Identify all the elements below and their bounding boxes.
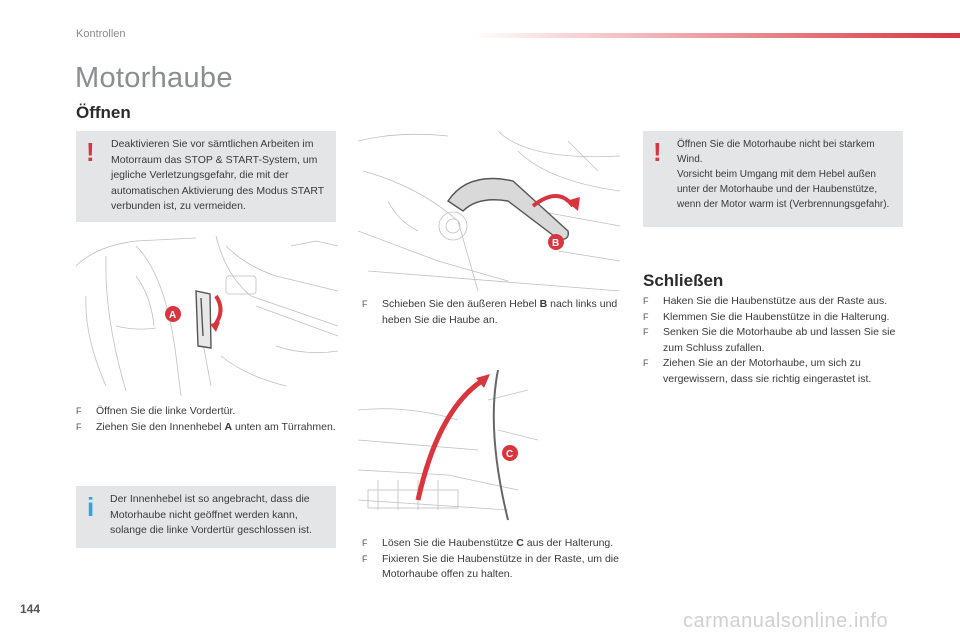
list-item: [643, 294, 905, 310]
step-text: aus der Halterung.: [523, 537, 614, 549]
watermark: carmanualsonline.info: [683, 610, 889, 632]
bullet-icon: F: [643, 327, 649, 337]
warning-line: Öffnen Sie die Motorhaube nicht bei starkem Wind.: [677, 139, 875, 165]
step-text: unten am Türrahmen.: [232, 420, 336, 433]
step-text: Fixieren Sie die Haubenstütze in der Raste, um die Motorhaube offen zu halten.: [382, 552, 619, 580]
callout-c-label: C: [506, 449, 514, 460]
step-text: Lösen Sie die Haubenstütze: [382, 537, 517, 549]
warning-line: Vorsicht beim Umgang mit dem Hebel außen unter der Motorhaube und der Haubenstütze, wenn der Motor warm ist (Verbrennungsgefahr).: [677, 169, 890, 210]
bullet-icon: F: [643, 358, 649, 368]
bullet-icon: F: [643, 311, 649, 322]
step-text: Öffnen Sie die linke Vordertür.: [96, 405, 236, 417]
list-item: [643, 325, 905, 356]
bullet-icon: F: [76, 406, 82, 416]
heading-open: Öffnen: [76, 103, 131, 122]
info-text: Der Innenhebel ist so angebracht, dass die Motorhaube nicht geöffnet werden kann, solange die linke Vordertür geschlossen ist.: [110, 493, 312, 536]
steps-outer-lever: [362, 297, 622, 328]
step-text: nach links und heben Sie die Haube an.: [382, 298, 618, 326]
warning-icon: !: [86, 137, 95, 167]
bullet-icon: F: [643, 296, 649, 306]
step-label-bold: C: [516, 537, 524, 549]
step-text: Ziehen Sie den Innenhebel: [96, 420, 225, 433]
section-label: Kontrollen: [76, 28, 126, 40]
hood-stay-drawing: [358, 370, 538, 528]
warning-text-right: [677, 137, 899, 212]
step-text: Senken Sie die Motorhaube ab und lassen Sie sie zum Schluss zufallen.: [663, 326, 896, 354]
bullet-icon: F: [76, 421, 82, 432]
warning-icon: !: [653, 137, 662, 167]
callout-a-label: A: [169, 310, 177, 321]
step-text: Ziehen Sie an der Motorhaube, um sich zu vergewissern, dass sie richtig eingerastet ist.: [663, 357, 872, 385]
warning-box-right: [643, 131, 903, 227]
page-title: Motorhaube: [75, 62, 233, 94]
outer-lever-drawing: [358, 131, 620, 291]
bullet-icon: F: [362, 538, 368, 548]
header-accent-bar: [470, 33, 960, 38]
list-item: [362, 552, 622, 583]
steps-close: [643, 294, 905, 387]
door-lever-drawing: [76, 236, 338, 396]
illustration-outer-lever: [358, 131, 620, 291]
list-item: [362, 297, 622, 328]
steps-door: [76, 404, 336, 435]
warning-box: [76, 131, 336, 222]
list-item: [643, 356, 905, 387]
warning-text: Deaktivieren Sie vor sämtlichen Arbeiten im Motorraum das STOP & START-System, um jegliche Verletzungsgefahr, die mit der automatischen Aktivierung des Modus START verbunden ist, zu vermeiden.: [111, 138, 325, 212]
illustration-hood-stay: [358, 370, 538, 528]
step-label-bold: B: [539, 298, 548, 310]
page-number: 144: [20, 602, 41, 616]
list-item: [643, 310, 905, 326]
illustration-door-lever: [76, 236, 338, 396]
info-icon: i: [87, 492, 95, 522]
step-label-bold: A: [224, 420, 233, 433]
list-item: [76, 404, 336, 420]
step-text: Haken Sie die Haubenstütze aus der Raste aus.: [663, 295, 888, 307]
steps-hood-stay: [362, 536, 622, 583]
list-item: [76, 420, 336, 436]
bullet-icon: F: [362, 299, 368, 309]
list-item: [362, 536, 622, 552]
callout-b-label: B: [552, 238, 560, 249]
bullet-icon: F: [362, 553, 368, 564]
step-text: Klemmen Sie die Haubenstütze in die Halterung.: [663, 310, 890, 323]
step-text: Schieben Sie den äußeren Hebel: [382, 298, 540, 310]
heading-close: Schließen: [643, 271, 724, 290]
info-box: [76, 486, 336, 548]
